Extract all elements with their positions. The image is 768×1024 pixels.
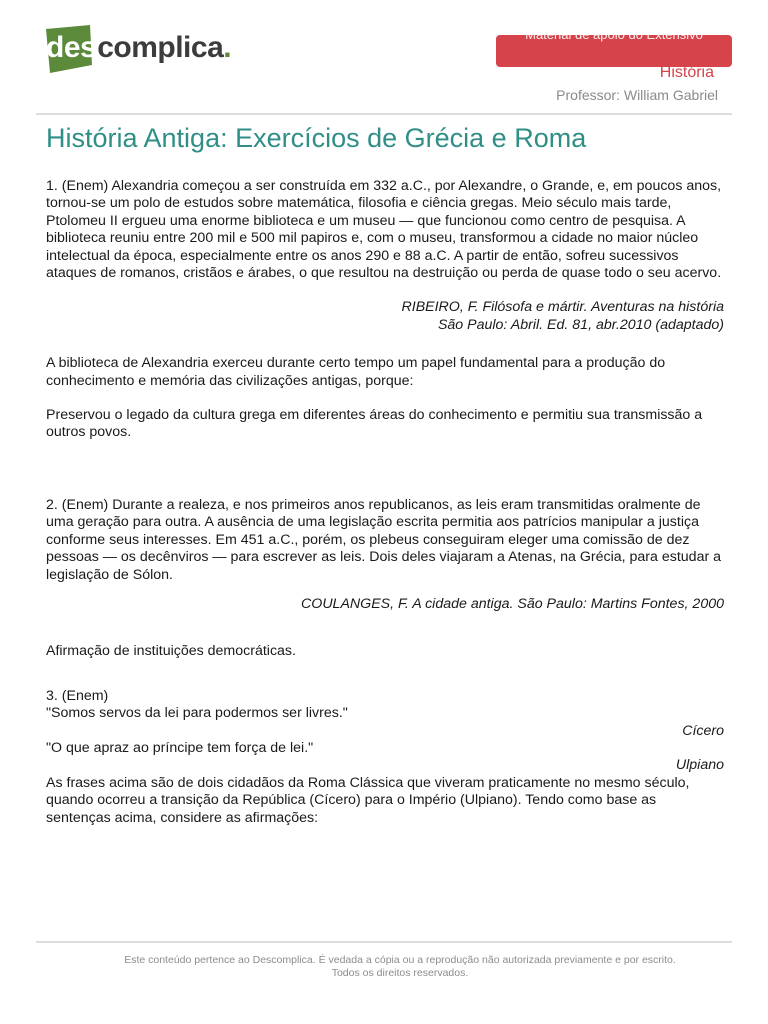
question-3-author-2: Ulpiano	[675, 757, 724, 774]
question-1-source-line-2: São Paulo: Abril. Ed. 81, abr.2010 (adaptado)	[437, 316, 724, 333]
question-1-answer: Preservou o legado da cultura grega em diferentes áreas do conhecimento e permitiu sua transmissão a outros povos.	[46, 407, 703, 441]
footer-divider	[36, 941, 732, 943]
question-3-quote-1: "Somos servos da lei para podermos ser livres."	[46, 705, 348, 722]
footer	[70, 954, 730, 980]
page-title: História Antiga: Exercícios de Grécia e Roma	[46, 123, 587, 153]
logo-wordmark	[46, 33, 231, 63]
question-3-heading: 3. (Enem)	[46, 687, 109, 704]
question-1-prompt: A biblioteca de Alexandria exerceu durante certo tempo um papel fundamental para a produção do conhecimento e memória das civilizações antigas, porque:	[46, 355, 666, 389]
question-1-text: 1. (Enem) Alexandria começou a ser construída em 332 a.C., por Alexandre, o Grande, e, em poucos anos, tornou-se um polo de estudos sobre matemática, filosofia e ciência gregas. Meio século mais tarde, Ptolomeu II ergueu uma enorme biblioteca e um museu — que funcionou como centro de pesquisa. A biblioteca reuniu entre 200 mil e 500 mil papiros e, com o museu, transformou a cidade no maior núcleo intelectual da época, especialmente entre os anos 290 e 88 a.C. A partir de então, sofreu sucessivos ataques de romanos, cristãos e árabes, o que resultou na destruição ou perda de quase todo o seu acervo.	[46, 178, 722, 282]
subject-label: História	[659, 64, 714, 81]
logo-des: des	[46, 31, 97, 64]
footer-copyright: Este conteúdo pertence ao Descomplica. É vedada a cópia ou a reprodução não autorizada previamente e por escrito.	[124, 954, 676, 966]
question-2-answer: Afirmação de instituições democráticas.	[46, 643, 296, 660]
question-3-author-1: Cícero	[682, 722, 724, 739]
professor-label: Professor: William Gabriel	[556, 87, 718, 103]
question-3-quote-2: "O que apraz ao príncipe tem força de lei."	[46, 739, 314, 756]
logo-complica: complica	[97, 31, 224, 64]
question-1-source-line-1: RIBEIRO, F. Filósofa e mártir. Aventuras na história	[401, 299, 724, 316]
header-divider	[36, 113, 732, 115]
banner-text: Material de apoio do Extensivo	[525, 27, 703, 42]
logo-dot: .	[223, 31, 232, 64]
question-3-text: As frases acima são de dois cidadãos da Roma Clássica que viveram praticamente no mesmo século, quando ocorreu a transição da República (Cícero) para o Império (Ulpiano). Tendo como base as sentenças acima, considere as afirmações:	[46, 774, 690, 826]
footer-rights: Todos os direitos reservados.	[331, 967, 469, 979]
material-banner	[496, 27, 732, 67]
document-body	[46, 178, 724, 827]
question-2-text: 2. (Enem) Durante a realeza, e nos primeiros anos republicanos, as leis eram transmitidas oralmente de uma geração para outra. A ausência de uma legislação escrita permitia aos patrícios manipular a justiça conforme seus interesses. Em 451 a.C., porém, os plebeus conseguiram eleger uma comissão de dez pessoas — os decênviros — para escrever as leis. Dois deles viajaram a Atenas, na Grécia, para estudar a legislação de Sólon.	[46, 496, 722, 583]
descomplica-logo[interactable]	[44, 25, 232, 73]
question-2-source: COULANGES, F. A cidade antiga. São Paulo: Martins Fontes, 2000	[301, 595, 724, 612]
